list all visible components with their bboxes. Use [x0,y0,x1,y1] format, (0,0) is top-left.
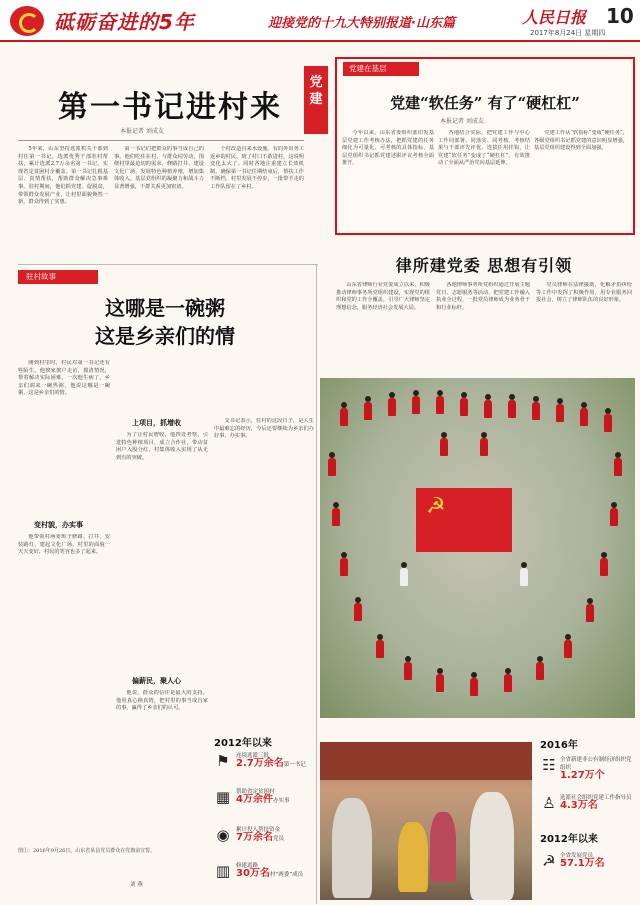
highlight-body-col3: 党建工作从“软指标”变成“硬任务”，各级党组织书记抓党建的意识明显增强，基层党组织建设得到全面加强。 [534,130,628,152]
law-body-col3: 党员律师在法律援助、化解矛盾纠纷等工作中发挥了积极作用，用专业服务回报社会，树立了律师队伍的良好形象。 [536,282,632,304]
party-members-photo [320,378,635,718]
stat-item: 全省发展党员 57.1万名 [560,853,605,869]
stat-item: 选派社会组织党建工作指导员 4.3万名 [560,795,632,811]
story-body-col3: 支书记表示，驻村的这段日子，是人生中最难忘的经历，今后还要继续为乡亲们办好事、办实事。 [214,418,314,440]
flag-icon: ⚑ [216,752,230,770]
divider [18,140,304,141]
page-number: 10 [606,4,634,28]
money-icon: ◉ [216,826,230,844]
story-subhead: 变村貌，办实事 [34,520,83,529]
stat-item: 帮助省定贫困村 4万余件办实事 [236,789,290,805]
law-body-col2: 各地律师事务所党组织通过开展主题党日、志愿服务等活动，把党建工作融入执业全过程，一批党员律师成为业务骨干和行业标杆。 [436,282,530,311]
lead-body-col3: 个村改造自来水设施。有的外出务工返乡的村民，到了村口不敢进村，这说明变化太大了。同时各地注重建立长效机制，确保第一书记任期结束后，帮扶工作不断档、村里发展不停步，一批带不走的工作队留在了乡村。 [210,146,304,190]
highlight-byline: 本报记者 刘成友 [440,118,484,125]
village-visit-photo [320,742,532,900]
lead-body-col1: 5年来，山东坚持选派机关干部到村任第一书记，选派优秀干部驻村帮扶，累计选派2.7万余名第一书记，实现省定贫困村全覆盖。第一书记扎根基层、真情帮扶，帮助群众解决急事难事。驻村期间，他们抓党建、促脱贫，带领群众发展产业，让村里面貌焕然一新，群众得到了实惠。 [18,146,108,206]
highlight-body-col2: 各地结合实际，把党建工作与中心工作同部署、同落实、同考核。考核结果与干部评先评优、选拔任用挂钩，让党建“软任务”变成了“硬杠杠”，有效推动了全面从严治党向基层延伸。 [438,130,530,167]
building-icon: ▦ [215,788,231,806]
banner-subtitle: 迎接党的十九大特别报道·山东篇 [268,16,455,31]
page-header [0,0,640,42]
stat-item: 修建道路 30万名村“两委”成员 [236,863,304,879]
stat-item: 全省新建非公有制经济组织党组织 1.27万个 [560,757,632,781]
banner-title: 砥砺奋进的5年 [54,10,195,34]
stats-year: 2012年以来 [540,834,598,845]
stat-item: 连续选派三批 2.7万余名第一书记 [236,753,306,769]
newspaper-logo: 人民日报 [522,8,587,27]
lead-byline: 本报记者 刘成友 [120,128,164,135]
story-body-col2b: 他说，群众的信任是最大的支持。他用真心换真情，把村里的事当成自家的事，赢得了乡亲们的认可。 [116,690,208,712]
law-headline: 律所建党委 思想有引领 [395,256,573,275]
column-label: 党建在基层 [343,62,419,76]
person-icon: ♙ [542,794,556,812]
highlight-body-col1: 今年以来，山东省委组织部印发基层党建工作考核办法，把抓党建的任务细化为可量化、可考核的具体指标，基层党组织书记抓党建述职评议考核全面推开。 [342,130,434,167]
story-subhead: 偏薪民，聚人心 [132,676,181,685]
lead-headline: 第一书记进村来 [58,90,282,125]
story-headline: 这哪是一碗粥 这是乡亲们的情 [95,296,235,348]
story-body-col1b: 他带领村两委班子修路、打井、安装路灯，建起文化广场，村里的面貌一天天变好，村民的笑容也多了起来。 [18,534,110,556]
divider [316,264,317,904]
story-subhead: 上项目，抓增收 [132,418,181,427]
column-label: 驻村故事 [18,270,98,284]
story-body-col1: 刚到村里时，村民对第一书记还有些陌生。他挨家挨户走访，摸清情况，帮着解决实际困难。一次他生病了，乡亲们端来一碗热粥，他说这哪是一碗粥，这是乡亲们的情。 [18,360,110,397]
divider [18,264,318,265]
stat-item: 累计投入帮扶资金 7万余名党员 [236,827,284,843]
party-flag-icon [416,488,512,552]
issue-date: 2017年8月24日 星期四 [530,29,606,37]
photo-caption: 图①：2016年9月26日，山东省某县党员群众在党旗前宣誓。 [18,848,156,854]
stats-year: 2012年以来 [214,738,272,749]
section-tag: 党建 [304,66,328,134]
story-body-col2: 为了让村民增收，他四处考察，引进特色种植项目，成立合作社，带动贫困户入股分红，村集体收入实现了从无到有的突破。 [116,432,208,461]
stats-year: 2016年 [540,740,578,751]
highlight-headline: 党建“软任务” 有了“硬杠杠” [390,94,580,112]
road-icon: ▥ [215,862,231,880]
people-icon: ☷ [542,756,556,774]
law-body-col1: 山东省律师行业党委成立以来，积极推动律师事务所党组织建设，实现党的组织和党的工作全覆盖，引导广大律师坚定理想信念，服务经济社会发展大局。 [336,282,430,311]
party-icon: ☭ [542,852,556,870]
editor-credit: 刘 燕 [130,882,143,888]
party-emblem-icon [10,6,44,36]
lead-body-col2: 第一书记们把群众的事当成自己的事。他们吃住在村，与群众同劳动，围绕村里最迫切的需求，修路打井、建设文化广场，发展特色种植养殖，增加集体收入。基层党组织的凝聚力和战斗力显著增强，干群关系更加密切。 [114,146,204,190]
